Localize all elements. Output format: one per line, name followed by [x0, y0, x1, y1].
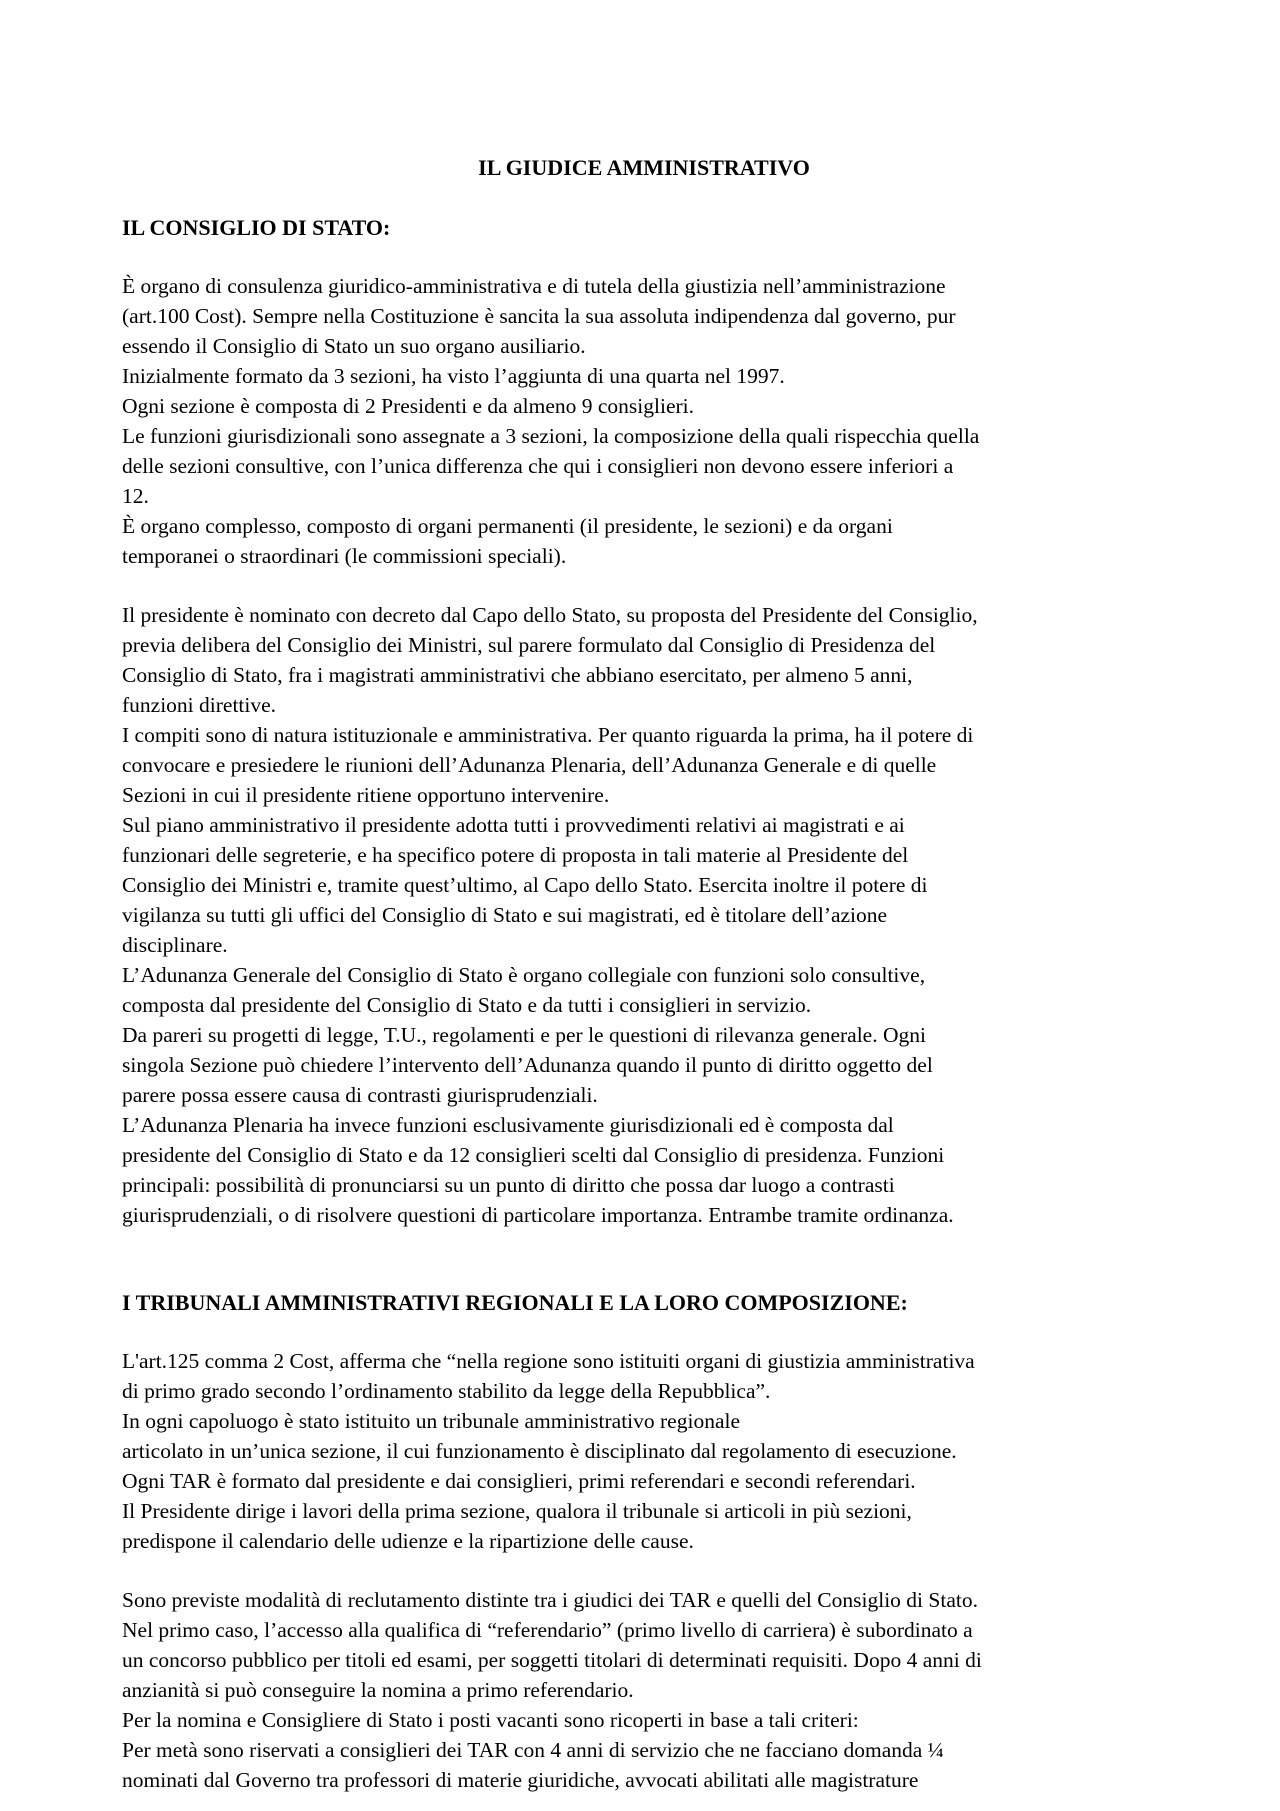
document-title: IL GIUDICE AMMINISTRATIVO: [478, 155, 810, 180]
text-line: giurisprudenziali, o di risolvere questioni di particolare importanza. Entrambe tramite ordinanza.: [122, 1203, 954, 1227]
text-line: di primo grado secondo l’ordinamento stabilito da legge della Repubblica”.: [122, 1379, 771, 1403]
text-line: Il Presidente dirige i lavori della prima sezione, qualora il tribunale si articoli in più sezioni,: [122, 1499, 912, 1523]
text-line: presidente del Consiglio di Stato e da 12 consiglieri scelti dal Consiglio di presidenza. Funzioni: [122, 1143, 945, 1167]
text-line: (art.100 Cost). Sempre nella Costituzione è sancita la sua assoluta indipendenza dal governo, pur: [122, 304, 956, 328]
text-line: Sezioni in cui il presidente ritiene opportuno intervenire.: [122, 783, 610, 807]
text-line: Ogni TAR è formato dal presidente e dai consiglieri, primi referendari e secondi referendari.: [122, 1469, 916, 1493]
text-line: anzianità si può conseguire la nomina a primo referendario.: [122, 1678, 634, 1702]
text-line: Da pareri su progetti di legge, T.U., regolamenti e per le questioni di rilevanza generale. Ogni: [122, 1023, 926, 1047]
section-heading-consiglio-di-stato: IL CONSIGLIO DI STATO:: [122, 215, 391, 240]
text-line: Inizialmente formato da 3 sezioni, ha visto l’aggiunta di una quarta nel 1997.: [122, 364, 785, 388]
text-line: Ogni sezione è composta di 2 Presidenti e da almeno 9 consiglieri.: [122, 394, 694, 418]
section-heading-tar: I TRIBUNALI AMMINISTRATIVI REGIONALI E LA LORO COMPOSIZIONE:: [122, 1290, 908, 1315]
text-line: Sono previste modalità di reclutamento distinte tra i giudici dei TAR e quelli del Consiglio di Stato.: [122, 1588, 978, 1612]
text-line: Nel primo caso, l’accesso alla qualifica di “referendario” (primo livello di carriera) è subordinato a: [122, 1618, 973, 1642]
text-line: L’Adunanza Generale del Consiglio di Stato è organo collegiale con funzioni solo consultive,: [122, 963, 926, 987]
text-line: nominati dal Governo tra professori di materie giuridiche, avvocati abilitati alle magistrature: [122, 1768, 919, 1792]
text-line: 12.: [122, 484, 149, 508]
text-line: un concorso pubblico per titoli ed esami, per soggetti titolari di determinati requisiti. Dopo 4 anni di: [122, 1648, 982, 1672]
text-line: vigilanza su tutti gli uffici del Consiglio di Stato e sui magistrati, ed è titolare dell’azione: [122, 903, 888, 927]
text-line: funzionari delle segreterie, e ha specifico potere di proposta in tali materie al Presidente del: [122, 843, 909, 867]
text-line: È organo complesso, composto di organi permanenti (il presidente, le sezioni) e da organi: [122, 514, 893, 538]
text-line: articolato in un’unica sezione, il cui funzionamento è disciplinato dal regolamento di esecuzione.: [122, 1439, 957, 1463]
text-line: Consiglio dei Ministri e, tramite quest’ultimo, al Capo dello Stato. Esercita inoltre il potere di: [122, 873, 928, 897]
text-line: previa delibera del Consiglio dei Ministri, sul parere formulato dal Consiglio di Presidenza del: [122, 633, 936, 657]
text-line: convocare e presiedere le riunioni dell’Adunanza Plenaria, dell’Adunanza Generale e di quelle: [122, 753, 937, 777]
text-line: Il presidente è nominato con decreto dal Capo dello Stato, su proposta del Presidente del Consiglio,: [122, 603, 978, 627]
text-line: predispone il calendario delle udienze e la ripartizione delle cause.: [122, 1529, 694, 1553]
text-line: essendo il Consiglio di Stato un suo organo ausiliario.: [122, 334, 586, 358]
text-line: Consiglio di Stato, fra i magistrati amministrativi che abbiano esercitato, per almeno 5 anni,: [122, 663, 913, 687]
text-line: Per la nomina e Consigliere di Stato i posti vacanti sono ricoperti in base a tali criteri:: [122, 1708, 859, 1732]
text-line: Sul piano amministrativo il presidente adotta tutti i provvedimenti relativi ai magistrati e ai: [122, 813, 905, 837]
paragraph-tar-reclutamento: [122, 1585, 1172, 1795]
text-line: Per metà sono riservati a consiglieri dei TAR con 4 anni di servizio che ne facciano domanda ¼: [122, 1738, 944, 1762]
text-line: In ogni capoluogo è stato istituito un tribunale amministrativo regionale: [122, 1409, 740, 1433]
text-line: principali: possibilità di pronunciarsi su un punto di diritto che possa dar luogo a contrasti: [122, 1173, 895, 1197]
text-line: funzioni direttive.: [122, 693, 277, 717]
paragraph-consiglio-intro: [122, 271, 1172, 571]
text-line: L'art.125 comma 2 Cost, afferma che “nella regione sono istituiti organi di giustizia amministrativa: [122, 1349, 975, 1373]
paragraph-tar-intro: [122, 1346, 1172, 1556]
text-line: Le funzioni giurisdizionali sono assegnate a 3 sezioni, la composizione della quali rispecchia quella: [122, 424, 980, 448]
text-line: È organo di consulenza giuridico-amministrativa e di tutela della giustizia nell’amministrazione: [122, 274, 946, 298]
text-line: disciplinare.: [122, 933, 228, 957]
text-line: delle sezioni consultive, con l’unica differenza che qui i consiglieri non devono essere inferiori a: [122, 454, 954, 478]
paragraph-consiglio-presidente: [122, 600, 1172, 1230]
text-line: composta dal presidente del Consiglio di Stato e da tutti i consiglieri in servizio.: [122, 993, 812, 1017]
text-line: temporanei o straordinari (le commissioni speciali).: [122, 544, 567, 568]
text-line: parere possa essere causa di contrasti giurisprudenziali.: [122, 1083, 598, 1107]
text-line: I compiti sono di natura istituzionale e amministrativa. Per quanto riguarda la prima, ha il potere di: [122, 723, 974, 747]
text-line: L’Adunanza Plenaria ha invece funzioni esclusivamente giurisdizionali ed è composta dal: [122, 1113, 894, 1137]
text-line: singola Sezione può chiedere l’intervento dell’Adunanza quando il punto di diritto oggetto del: [122, 1053, 933, 1077]
